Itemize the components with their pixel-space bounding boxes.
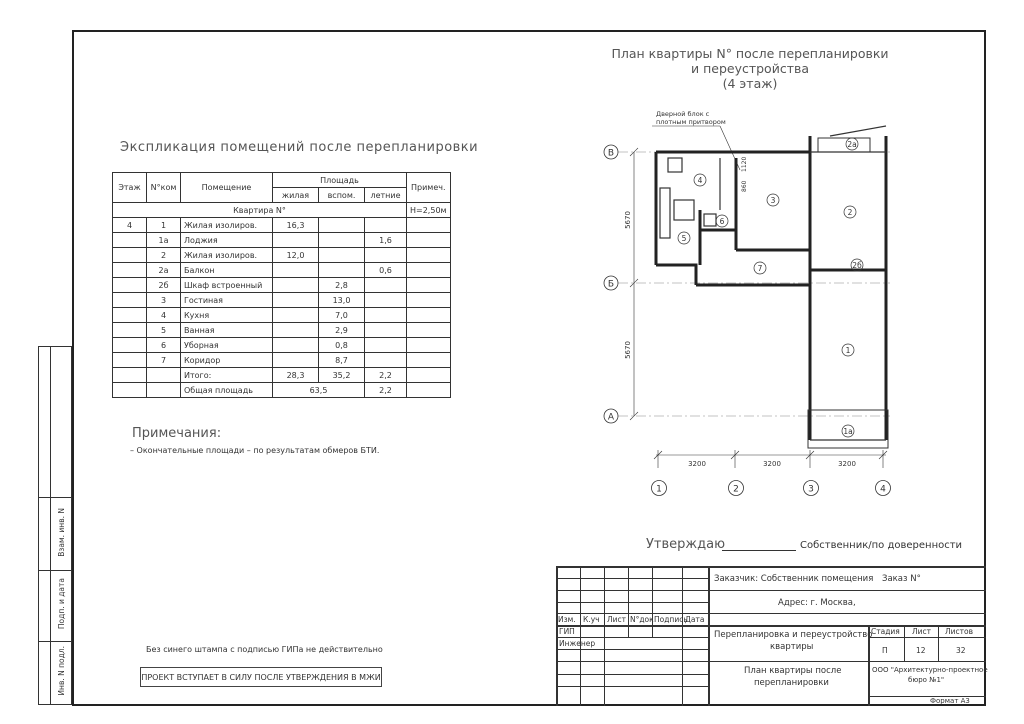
axis-number-2: 2: [733, 484, 739, 495]
vertical-dimension: [630, 148, 638, 420]
row-aux: 8,7: [319, 353, 365, 368]
order: Заказ N°: [882, 574, 921, 584]
row-living: [273, 323, 319, 338]
row-note: [407, 368, 451, 383]
row-note: [407, 278, 451, 293]
row-living: [273, 233, 319, 248]
row-floor: 4: [113, 218, 147, 233]
stamp-warning: Без синего штампа с подписью ГИПа не действительно: [146, 645, 383, 654]
dim-small-1: 860: [741, 180, 748, 192]
address: Адрес: г. Москва,: [778, 598, 856, 608]
sheet-title-2: перепланировки: [754, 678, 829, 688]
side-label-replace: Взам. инв. N: [56, 507, 66, 557]
row-summer: [365, 248, 407, 263]
col-area: Площадь: [273, 173, 407, 188]
row-floor: [113, 278, 147, 293]
row-aux: [319, 248, 365, 263]
row-summer: 1,6: [365, 233, 407, 248]
org-line2: бюро №1": [908, 676, 945, 684]
height-note: Н=2,50м: [407, 203, 451, 218]
door-note-1: Дверной блок с: [656, 110, 710, 118]
role-gip: ГИП: [559, 627, 575, 636]
explication-row: [113, 278, 451, 293]
sheet-title-1: План квартиры после: [744, 666, 842, 676]
explication-row: [113, 338, 451, 353]
row-num: 1а: [147, 233, 181, 248]
axis-letter-b: Б: [607, 279, 615, 290]
col-sign: Подпись: [654, 615, 688, 624]
row-living: [273, 338, 319, 353]
axis-letter-v: В: [607, 148, 615, 159]
col-aux: вспом.: [319, 188, 365, 203]
row-aux: 7,0: [319, 308, 365, 323]
balconies: [808, 138, 888, 448]
row-aux: [319, 263, 365, 278]
room-1: 1: [845, 346, 851, 355]
total-label: Общая площадь: [181, 383, 273, 398]
plan-title-line2: и переустройства: [690, 61, 810, 76]
row-living: [273, 353, 319, 368]
row-summer: 0,6: [365, 263, 407, 278]
row-name: Жилая изолиров.: [181, 218, 273, 233]
row-living: 12,0: [273, 248, 319, 263]
total-value: 63,5: [273, 383, 365, 398]
explication-row: [113, 293, 451, 308]
dim-v-2: 5670: [624, 341, 632, 359]
row-floor: [113, 293, 147, 308]
row-name: Балкон: [181, 263, 273, 278]
row-floor: [113, 308, 147, 323]
side-label-inv: Инв. N подл.: [56, 646, 66, 696]
approve-signature-line: [722, 550, 796, 551]
row-name: Коридор: [181, 353, 273, 368]
project-warning: ПРОЕКТ ВСТУПАЕТ В СИЛУ ПОСЛЕ УТВЕРЖДЕНИЯ В МЖИ: [140, 667, 382, 687]
explication-title: Экспликация помещений после перепланировки: [120, 140, 479, 155]
row-summer: [365, 278, 407, 293]
axis-number-4: 4: [880, 484, 886, 495]
row-note: [407, 338, 451, 353]
sheet-header: Лист: [912, 627, 932, 636]
row-name: Гостиная: [181, 293, 273, 308]
row-floor: [113, 353, 147, 368]
org-line1: ООО "Архитектурно-проектное: [872, 666, 988, 674]
room-markers: [678, 138, 863, 437]
col-floor: Этаж: [113, 173, 147, 203]
row-num: 4: [147, 308, 181, 323]
explication-row: [113, 248, 451, 263]
row-note: [407, 263, 451, 278]
row-summer: [365, 338, 407, 353]
row-floor: [113, 338, 147, 353]
plan-title: [560, 46, 940, 91]
row-name: Уборная: [181, 338, 273, 353]
customer: Заказчик: Собственник помещения: [714, 574, 874, 584]
row-aux: 35,2: [319, 368, 365, 383]
row-aux: [319, 218, 365, 233]
axis-letter-a: А: [607, 412, 615, 423]
title-block: [556, 566, 986, 706]
role-engineer: Инженер: [559, 639, 596, 648]
row-living: [273, 293, 319, 308]
col-izm: Изм.: [558, 615, 576, 624]
row-name: Шкаф встроенный: [181, 278, 273, 293]
plan-title-line3: (4 этаж): [722, 76, 778, 91]
row-num: 6: [147, 338, 181, 353]
row-num: 7: [147, 353, 181, 368]
row-summer: [365, 293, 407, 308]
row-note: [407, 353, 451, 368]
row-num: 5: [147, 323, 181, 338]
row-summer: 2,2: [365, 368, 407, 383]
format: Формат А3: [930, 697, 970, 705]
explication-table: [112, 172, 451, 398]
notes-heading: Примечания:: [132, 426, 222, 441]
row-living: 28,3: [273, 368, 319, 383]
room-2: 2: [847, 208, 853, 217]
explication-row: [113, 233, 451, 248]
row-floor: [113, 248, 147, 263]
row-floor: [113, 323, 147, 338]
room-6: 6: [719, 217, 725, 226]
explication-row: [113, 353, 451, 368]
col-date: Дата: [685, 615, 705, 624]
row-aux: 2,8: [319, 278, 365, 293]
room-2b: 2б: [852, 261, 862, 270]
row-name: Кухня: [181, 308, 273, 323]
row-name: Итого:: [181, 368, 273, 383]
explication-row: [113, 368, 451, 383]
row-summer: [365, 353, 407, 368]
total-summer: 2,2: [365, 383, 407, 398]
apartment-label: Квартира N°: [113, 203, 407, 218]
stage-value: П: [882, 646, 888, 655]
stage-header: Стадия: [871, 627, 900, 636]
axis-number-markers: [652, 481, 891, 496]
row-num: [147, 368, 181, 383]
walls: [656, 136, 886, 440]
row-aux: 0,8: [319, 338, 365, 353]
project-line1: Перепланировка и переустройство: [714, 630, 873, 640]
room-2a: 2а: [847, 140, 857, 149]
row-note: [407, 308, 451, 323]
row-floor: [113, 368, 147, 383]
col-room: Помещение: [181, 173, 273, 203]
row-num: 1: [147, 218, 181, 233]
explication-row: [113, 308, 451, 323]
approve-who: Собственник/по доверенности: [800, 540, 963, 551]
row-note: [407, 293, 451, 308]
row-living: [273, 263, 319, 278]
row-summer: [365, 308, 407, 323]
door-note-2: плотным притвором: [656, 118, 726, 126]
explication-row: [113, 218, 451, 233]
row-summer: [365, 218, 407, 233]
side-label-sign: Подп. и дата: [56, 578, 66, 630]
notes-text: – Окончательные площади – по результатам обмеров БТИ.: [130, 446, 380, 455]
row-num: 2: [147, 248, 181, 263]
dim-small-2: 1120: [741, 156, 748, 172]
side-stamp: [38, 346, 72, 702]
row-name: Лоджия: [181, 233, 273, 248]
floor-plan: [590, 110, 910, 500]
row-num: 2а: [147, 263, 181, 278]
row-num: 3: [147, 293, 181, 308]
approve-label: Утверждаю: [646, 537, 726, 552]
col-kuch: К.уч: [583, 615, 600, 624]
plan-title-line1: План квартиры N° после перепланировки: [611, 46, 889, 61]
row-floor: [113, 263, 147, 278]
col-summer: летние: [365, 188, 407, 203]
row-summer: [365, 323, 407, 338]
col-note: Примеч.: [407, 173, 451, 203]
col-ndoc: N°док: [630, 615, 654, 624]
room-4: 4: [697, 176, 703, 185]
axis-number-1: 1: [656, 484, 662, 495]
room-3: 3: [770, 196, 776, 205]
explication-row: [113, 263, 451, 278]
col-num: N°ком: [147, 173, 181, 203]
row-note: [407, 248, 451, 263]
project-line2: квартиры: [770, 642, 814, 652]
row-name: Ванная: [181, 323, 273, 338]
row-note: [407, 323, 451, 338]
row-aux: 2,9: [319, 323, 365, 338]
row-living: [273, 308, 319, 323]
row-living: 16,3: [273, 218, 319, 233]
sheets-header: Листов: [945, 627, 974, 636]
row-aux: [319, 233, 365, 248]
sheet-value: 12: [916, 646, 926, 655]
dim-h-1: 3200: [688, 460, 706, 468]
axis-number-3: 3: [808, 484, 814, 495]
room-7: 7: [757, 264, 763, 273]
row-aux: 13,0: [319, 293, 365, 308]
row-name: Жилая изолиров.: [181, 248, 273, 263]
room-5: 5: [681, 234, 687, 243]
row-floor: [113, 233, 147, 248]
row-num: 2б: [147, 278, 181, 293]
col-list: Лист: [607, 615, 627, 624]
dim-v-1: 5670: [624, 211, 632, 229]
room-1a: 1а: [843, 427, 853, 436]
row-note: [407, 233, 451, 248]
row-note: [407, 218, 451, 233]
explication-row: [113, 323, 451, 338]
col-living: жилая: [273, 188, 319, 203]
row-living: [273, 278, 319, 293]
dim-h-3: 3200: [838, 460, 856, 468]
sheets-value: 32: [956, 646, 966, 655]
dim-h-2: 3200: [763, 460, 781, 468]
